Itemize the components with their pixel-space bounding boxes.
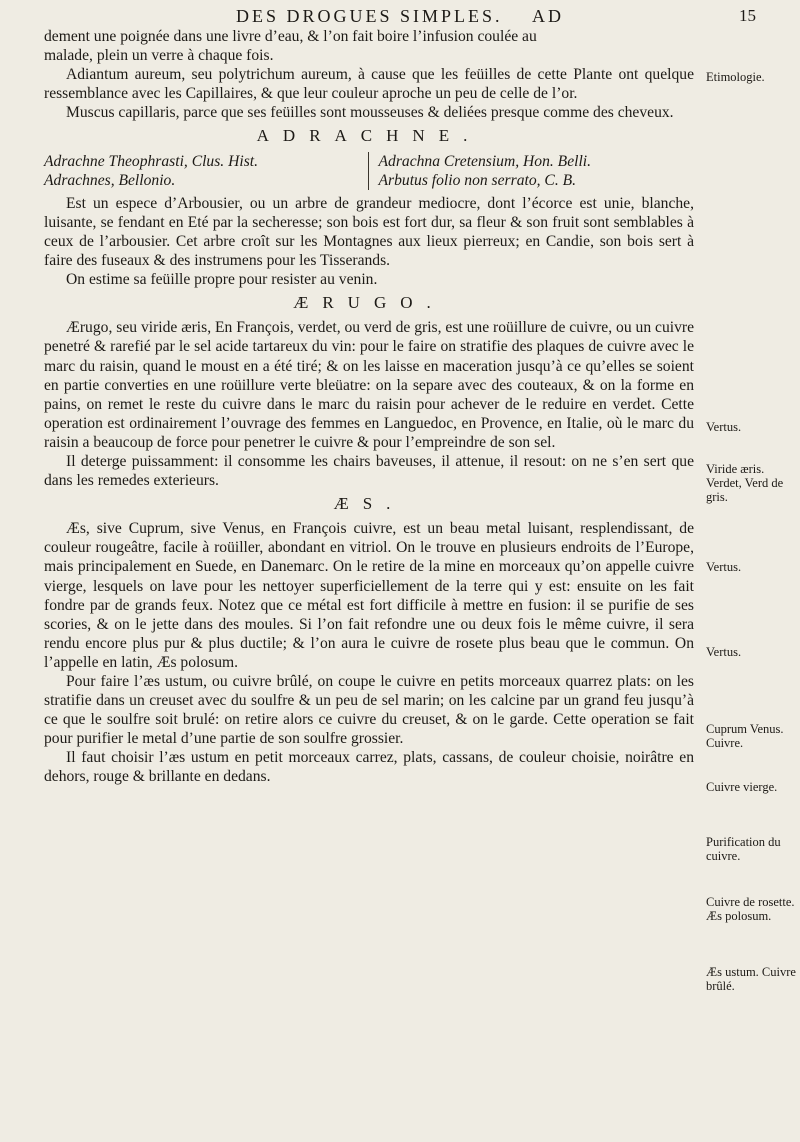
synonym: Arbutus folio non serrato, C. B. bbox=[378, 171, 577, 189]
main-text bbox=[44, 27, 694, 787]
aerugo-paragraph-1: Ærugo, seu viride æris, En François, verdet, ou verd de gris, est une roüillure de cuivre, ou un cuivre penetré & rarefié par le sel acide tartareux du vin: pour le faire on stratifie des plaques de cuivre avec le marc du raisin, quand le moust en a été tiré; & on les laisse en maceration jusqu’à ce qu’elles se soient en partie converties en une roüillure verte bleüatre: on la separe avec des couteaux, & on la forme en pains, on remet le reste du cuivre dans le marc du raisin pour achever de le reduire en verdet. Cette operation est ordinairement l’ouvrage des femmes en Languedoc, en Provence, en Italie, où le marc du raisin a beaucoup de force pour penetrer le cuivre & pour l’empreindre de son sel. bbox=[44, 319, 694, 451]
adrachne-paragraph-1: Est un espece d’Arbousier, ou un arbre de grandeur mediocre, dont l’écorce est unie, blanche, luisante, se fendant en Eté par la secheresse; son bois est fort dur, sa fleur & son fruit sont semblables à ceux de l’arbousier. Cet arbre croît sur les Montagnes aux lieux pierreux; en Candie, son bois sert à faire des fuseaux & des instrumens pour les Tisserands. bbox=[44, 194, 694, 270]
adrachne-paragraph-2: On estime sa feüille propre pour resister au venin. bbox=[66, 271, 378, 289]
margin-note-cuivre-vierge: Cuivre vierge. bbox=[706, 780, 778, 794]
margin-note-viride-aeris: Viride æris. Verdet, Verd de gris. bbox=[706, 462, 784, 504]
section-letters: AD bbox=[532, 6, 565, 26]
margin-note-aes-ustum: Æs ustum. Cuivre brûlé. bbox=[706, 965, 796, 993]
synonym: Adrachna Cretensium, Hon. Belli. bbox=[378, 152, 592, 170]
aes-paragraph-2: Pour faire l’æs ustum, ou cuivre brûlé, on coupe le cuivre en petits morceaux quarrez plats: on les stratifie dans un creuset avec du soulfre & un peu de sel marin; on les calcine par un grand feu jusqu’à ce que le soulfre soit brulé: on retire alors ce cuivre du creuset, & on le garde. Cette operation se fait pour purifier le metal d’une partie de son soulfre grossier. bbox=[44, 673, 694, 748]
aerugo-paragraph-2: Il deterge puissamment: il consomme les chairs baveuses, il attenue, il resout: on ne s’en sert que dans les remedes exterieurs. bbox=[44, 452, 694, 490]
page-header bbox=[0, 2, 800, 30]
margin-note-purification: Purification du cuivre. bbox=[706, 835, 781, 863]
section-title-aes: ÆS. bbox=[333, 494, 405, 514]
muscus-paragraph: Muscus capillaris, parce que ses feüilles sont mousseuses & deliées presque comme des cheveux. bbox=[66, 104, 674, 122]
section-title-adrachne: ADRACHNE. bbox=[256, 126, 482, 146]
synonyms-adrachne bbox=[44, 152, 694, 190]
synonym: Adrachne Theophrasti, Clus. Hist. bbox=[44, 152, 258, 170]
margin-note-vertus: Vertus. bbox=[706, 560, 742, 574]
margin-note-vertus: Vertus. bbox=[706, 420, 742, 434]
aes-paragraph-3: Il faut choisir l’æs ustum en petit morceaux carrez, plats, cassans, de couleur choisie, noirâtre en dehors, rouge & brillante en dedans. bbox=[44, 749, 694, 786]
aes-paragraph-1: Æs, sive Cuprum, sive Venus, en François cuivre, est un beau metal luisant, resplendissant, de couleur rougeâtre, facile à roüiller, abondant en vitriol. On le trouve en plusieurs endroits de l’Europe, mais principalement en Suede, en Danemarc. On le retire de la mine en morceaux qu’on appelle cuivre vierge, lesquels on lave pour les nettoyer superficiellement de la terre qui y est: ensuite on les fait fondre par de grands feux. Notez que ce métal est fort difficile à mettre en fusion: il se purifie de ses scories, & on le jette dans des moules. Si l’on fait refondre une ou deux fois le même cuivre, il sera rendu encore plus pur & plus ductile; & l’on aura le cuivre de rosete plus beau que le commun. On l’appelle en latin, Æs polosum. bbox=[44, 520, 694, 671]
synonym: Adrachnes, Bellonio. bbox=[44, 171, 176, 189]
running-title: DES DROGUES SIMPLES. bbox=[235, 6, 503, 26]
margin-note-etimologie: Etimologie. bbox=[706, 70, 765, 84]
opening-line-2: malade, plein un verre à chaque fois. bbox=[44, 47, 274, 65]
margin-note-cuprum: Cuprum Venus. Cuivre. bbox=[706, 722, 784, 750]
section-title-aerugo: ÆRUGO. bbox=[293, 293, 445, 313]
page-number: 15 bbox=[739, 6, 756, 25]
opening-line-1: dement une poignée dans une livre d’eau, & l’on fait boire l’infusion coulée au bbox=[44, 28, 537, 45]
margin-note-cuivre-rosette: Cuivre de rosette. Æs polosum. bbox=[706, 895, 795, 923]
margin-note-vertus: Vertus. bbox=[706, 645, 742, 659]
adiantum-paragraph: Adiantum aureum, seu polytrichum aureum, à cause que les feüilles de cette Plante ont quelque ressemblance avec les Capillaires, & que leur couleur aproche un peu de celle de l’or. bbox=[44, 66, 694, 103]
